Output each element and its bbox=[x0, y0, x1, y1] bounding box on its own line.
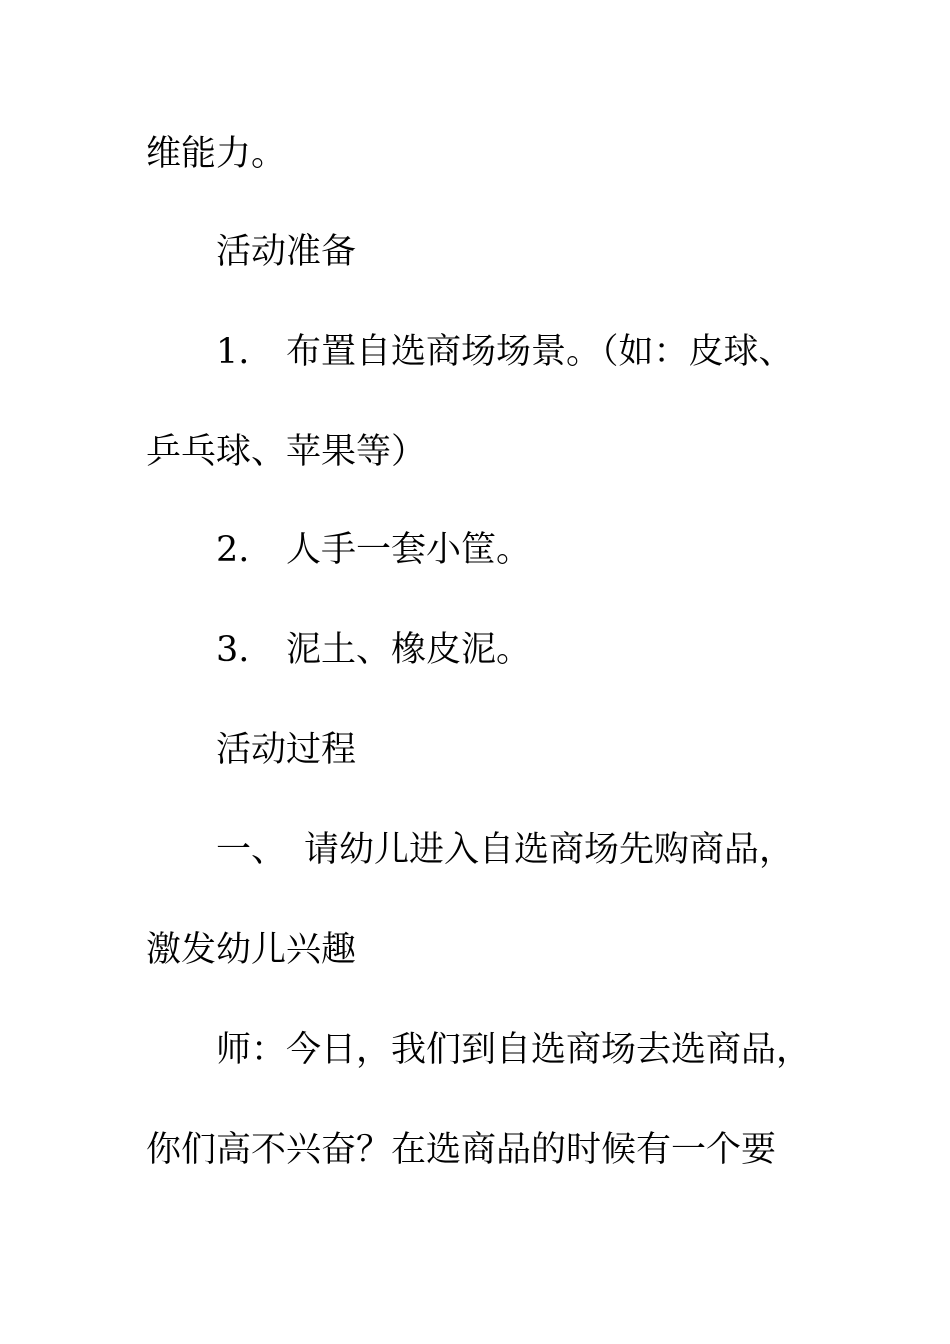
list-item-text: 布置自选商场场景。（如：皮球、 bbox=[286, 332, 794, 372]
paragraph-line bbox=[216, 1030, 811, 1070]
section-heading bbox=[216, 730, 356, 770]
list-item bbox=[216, 630, 531, 670]
line-text: 师：今日，我们到自选商场去选商品， bbox=[216, 1030, 812, 1070]
line-text: 乒乓球、苹果等） bbox=[146, 432, 427, 472]
heading-text: 活动过程 bbox=[216, 730, 357, 770]
paragraph-line bbox=[146, 432, 426, 472]
list-number: 一、 bbox=[216, 830, 287, 870]
list-item bbox=[216, 530, 531, 570]
list-item bbox=[216, 332, 794, 372]
list-item-text: 人手一套小筐。 bbox=[286, 530, 532, 570]
paragraph-line bbox=[146, 930, 356, 970]
list-item-text: 请幼儿进入自选商场先购商品， bbox=[304, 830, 795, 870]
list-number: 1. bbox=[216, 332, 250, 372]
line-text: 激发幼儿兴趣 bbox=[146, 930, 357, 970]
list-item-text: 泥土、橡皮泥。 bbox=[286, 630, 532, 670]
line-text: 维能力。 bbox=[146, 134, 287, 174]
section-heading bbox=[216, 232, 356, 272]
line-text: 你们高不兴奋？在选商品的时候有一个要 bbox=[146, 1130, 777, 1170]
paragraph-line bbox=[146, 1130, 776, 1170]
list-number: 3. bbox=[216, 630, 250, 670]
list-item bbox=[216, 830, 794, 870]
heading-text: 活动准备 bbox=[216, 232, 357, 272]
list-number: 2. bbox=[216, 530, 250, 570]
paragraph-line bbox=[146, 134, 286, 174]
